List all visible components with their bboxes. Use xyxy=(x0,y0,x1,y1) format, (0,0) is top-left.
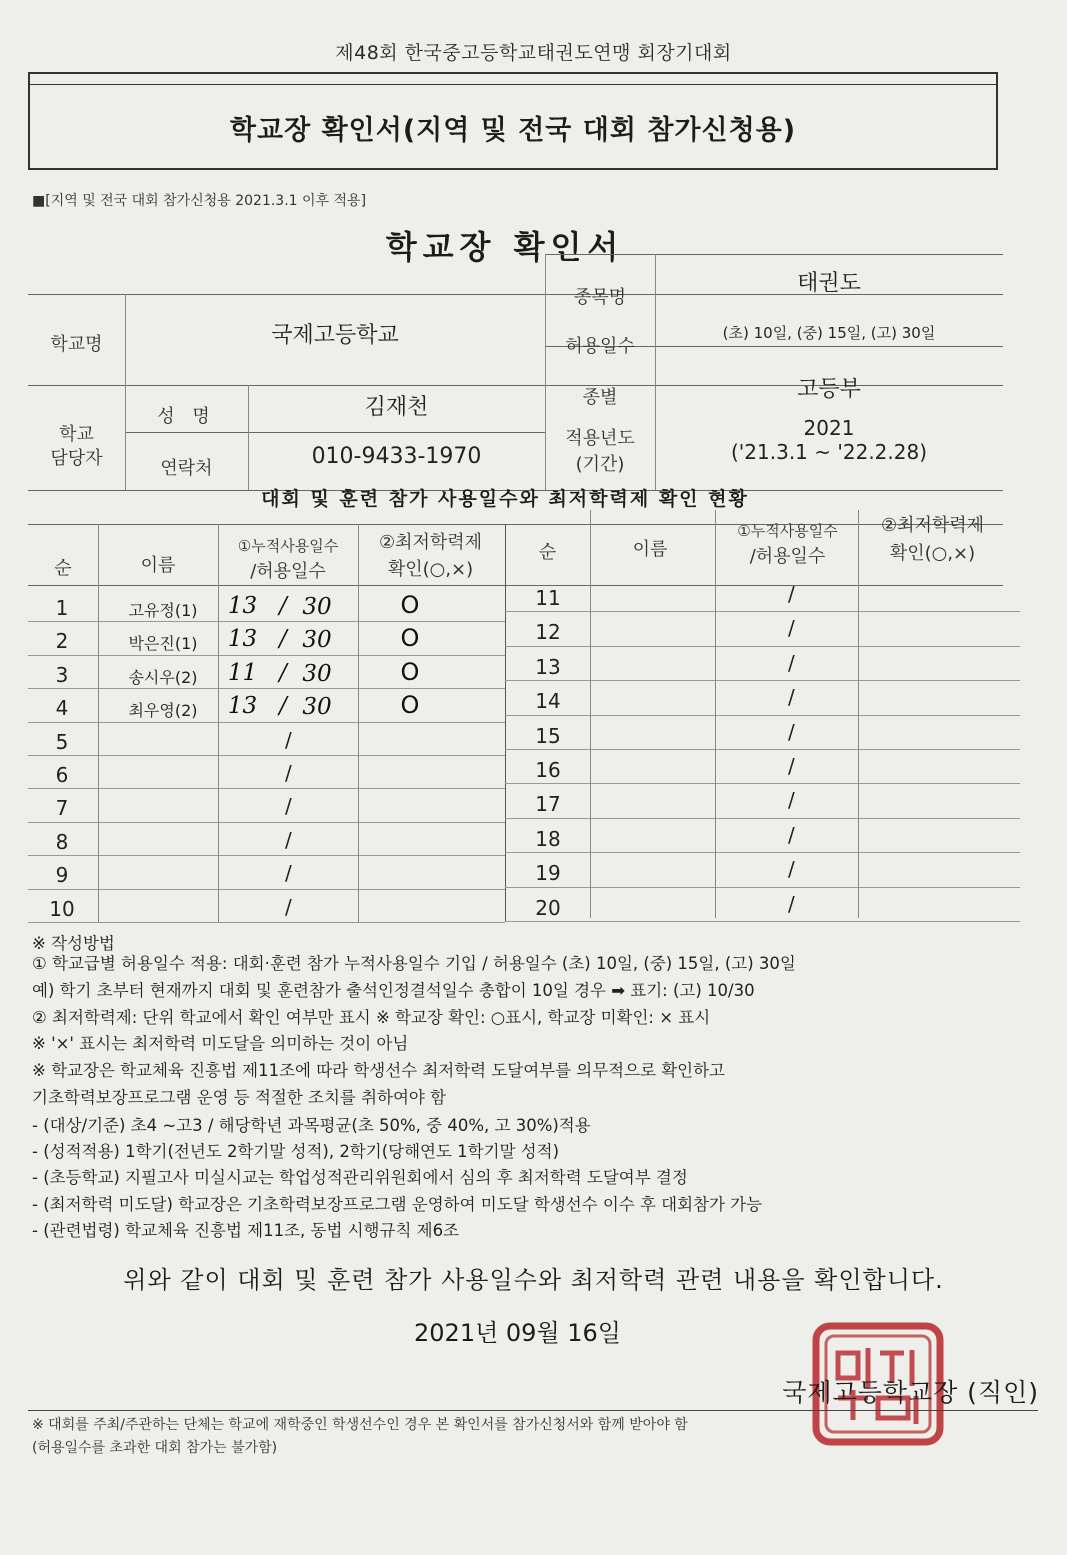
column-divider xyxy=(218,524,219,922)
instruction-line: ① 학교급별 허용일수 적용: 대회·훈련 참가 누적사용일수 기입 / 허용일수 (초) 10일, (중) 15일, (고) 30일 xyxy=(32,954,796,973)
contact-label: 연락처 xyxy=(160,458,213,479)
row-divider xyxy=(505,783,1020,784)
min-achievement-check: O xyxy=(400,624,420,653)
col-no-right: 순 xyxy=(538,542,557,563)
row-number: 9 xyxy=(55,863,69,888)
days-separator: / xyxy=(788,891,795,916)
instruction-line: ※ 학교장은 학교체육 진흥법 제11조에 따라 학생선수 최저학력 도달여부를 의무적으로 확인하고 xyxy=(32,1061,725,1080)
event-label: 종목명 xyxy=(573,287,627,308)
days-separator: / xyxy=(788,754,795,778)
rule-line xyxy=(505,524,506,922)
days-separator: / xyxy=(788,650,795,675)
allowed-days: 30 xyxy=(302,594,332,620)
row-number: 10 xyxy=(49,896,75,921)
allowed-days-value: (초) 10일, (중) 15일, (고) 30일 xyxy=(722,324,936,342)
used-days: 13 xyxy=(227,693,258,720)
division-value: 고등부 xyxy=(797,377,861,402)
footer-note xyxy=(32,1414,1042,1457)
row-divider xyxy=(28,722,505,723)
col-name-left: 이름 xyxy=(140,555,176,576)
days-separator: / xyxy=(788,582,795,606)
col-days-left-2: /허용일수 xyxy=(250,561,326,582)
row-divider xyxy=(505,715,1020,716)
used-days: 13 xyxy=(227,593,258,619)
col-check-right-2: 확인(○,×) xyxy=(889,543,976,564)
year-value-2: ('21.3.1 ~ '22.2.28) xyxy=(730,440,928,464)
row-number: 12 xyxy=(535,620,561,645)
row-divider xyxy=(28,655,505,656)
days-separator: / xyxy=(285,727,292,752)
name-value: 김재천 xyxy=(364,395,429,420)
event-title: 제48회 한국중고등학교태권도연맹 회장기대회 xyxy=(335,42,732,64)
row-number: 1 xyxy=(55,596,69,620)
days-separator: / xyxy=(788,616,795,641)
allowed-days: 30 xyxy=(302,627,332,654)
instruction-line: - (대상/기준) 초4 ~고3 / 해당학년 과목평균(초 50%, 중 40%, 고 30%)적용 xyxy=(32,1116,591,1135)
row-number: 3 xyxy=(55,662,69,687)
days-separator: / xyxy=(788,822,795,847)
instruction-line: 예) 학기 초부터 현재까지 대회 및 훈련참가 출석인정결석일수 총합이 10일 경우 ➡ 표기: (고) 10/30 xyxy=(32,981,755,1000)
footer-note-line-2: (허용일수를 초과한 대회 참가는 불가함) xyxy=(32,1440,278,1456)
row-divider xyxy=(28,889,505,890)
days-separator: / xyxy=(279,659,287,686)
min-achievement-check: O xyxy=(400,657,420,686)
confirmation-statement: 위와 같이 대회 및 훈련 참가 사용일수와 최저학력 관련 내용을 확인합니다. xyxy=(123,1266,944,1294)
row-divider xyxy=(505,646,1020,647)
row-number: 20 xyxy=(535,895,561,920)
contact-value: 010-9433-1970 xyxy=(311,444,482,469)
student-name: 고유정(1) xyxy=(128,601,198,620)
header-box xyxy=(28,72,998,170)
row-divider xyxy=(505,921,1020,922)
instruction-line: ※ '×' 표시는 최저학력 미도달을 의미하는 것이 아님 xyxy=(32,1034,409,1053)
column-divider xyxy=(858,510,859,918)
days-separator: / xyxy=(788,788,795,813)
instructions-heading: ※ 작성방법 xyxy=(32,934,115,953)
rule-line xyxy=(28,585,1003,586)
rule-line xyxy=(28,1410,1038,1411)
instruction-line: ② 최저학력제: 단위 학교에서 확인 여부만 표시 ※ 학교장 확인: ○표시, 학교장 미확인: × 표시 xyxy=(32,1008,711,1027)
days-separator: / xyxy=(285,827,292,852)
event-value: 태권도 xyxy=(797,271,861,296)
allowed-days-label: 허용일수 xyxy=(565,336,635,357)
days-separator: / xyxy=(788,857,795,882)
row-divider xyxy=(505,887,1020,888)
staff-label-2: 담당자 xyxy=(50,448,103,469)
row-divider xyxy=(505,611,1020,612)
col-check-left-2: 확인(○,×) xyxy=(387,559,474,580)
row-divider xyxy=(28,788,505,789)
row-divider xyxy=(28,855,505,856)
column-divider xyxy=(98,524,99,922)
row-number: 17 xyxy=(535,792,561,817)
document-title: 학교장 확인서 xyxy=(385,228,625,266)
row-divider xyxy=(505,749,1020,750)
rule-line xyxy=(125,432,545,433)
days-separator: / xyxy=(285,761,292,785)
year-label-2: (기간) xyxy=(575,454,625,475)
header-title: 학교장 확인서(지역 및 전국 대회 참가신청용) xyxy=(229,115,797,146)
used-days: 13 xyxy=(227,626,258,653)
allowed-days: 30 xyxy=(302,694,332,721)
staff-label-1: 학교 xyxy=(59,424,94,445)
school-value: 국제고등학교 xyxy=(271,323,399,348)
row-divider xyxy=(28,822,505,823)
row-number: 8 xyxy=(55,829,69,854)
row-divider xyxy=(28,688,505,689)
row-divider xyxy=(505,852,1020,853)
used-days: 11 xyxy=(227,659,258,686)
days-separator: / xyxy=(279,693,287,720)
division-label: 종별 xyxy=(582,387,618,408)
student-name: 박은진(1) xyxy=(128,634,198,654)
col-name-right: 이름 xyxy=(632,539,668,560)
min-achievement-check: O xyxy=(400,691,420,720)
column-divider xyxy=(590,510,591,918)
header-box-bar xyxy=(30,74,996,85)
instruction-line: - (최저학력 미도달) 학교장은 기초학력보장프로그램 운영하여 미도달 학생선수 이수 후 대회참가 가능 xyxy=(32,1195,763,1214)
row-number: 15 xyxy=(535,723,561,748)
row-number: 16 xyxy=(535,758,561,782)
days-separator: / xyxy=(788,719,795,744)
days-separator: / xyxy=(279,626,287,653)
applicability-note: ■[지역 및 전국 대회 참가신청용 2021.3.1 이후 적용] xyxy=(32,193,367,209)
student-name: 최우영(2) xyxy=(128,701,198,721)
row-number: 6 xyxy=(55,763,69,787)
instruction-line: - (관련법령) 학교체육 진흥법 제11조, 동법 시행규칙 제6조 xyxy=(32,1221,459,1240)
row-divider xyxy=(28,621,505,622)
days-separator: / xyxy=(285,894,292,919)
issue-date: 2021년 09월 16일 xyxy=(414,1319,621,1347)
footer-note-line-1: ※ 대회를 주최/주관하는 단체는 학교에 재학중인 학생선수인 경우 본 확인서를 참가신청서와 함께 받아야 함 xyxy=(32,1417,688,1433)
col-days-right-1: ①누적사용일수 xyxy=(737,522,838,540)
school-label: 학교명 xyxy=(50,334,103,355)
instruction-line: - (초등학교) 지필고사 미실시교는 학업성적관리위원회에서 심의 후 최저학력 도달여부 결정 xyxy=(32,1168,688,1187)
row-number: 14 xyxy=(535,689,561,714)
row-divider xyxy=(28,922,505,923)
table-title: 대회 및 훈련 참가 사용일수와 최저학력제 확인 현황 xyxy=(261,488,749,510)
column-divider xyxy=(715,510,716,918)
year-value-1: 2021 xyxy=(803,416,855,440)
name-label: 성 명 xyxy=(157,406,216,427)
allowed-days: 30 xyxy=(302,660,332,687)
col-no-left: 순 xyxy=(54,558,72,579)
col-days-left-1: ①누적사용일수 xyxy=(237,537,339,555)
column-divider xyxy=(358,524,359,922)
student-name: 송시우(2) xyxy=(128,667,198,687)
days-separator: / xyxy=(285,861,292,886)
row-divider xyxy=(505,818,1020,819)
days-separator: / xyxy=(279,593,287,619)
row-number: 18 xyxy=(535,826,561,851)
col-check-left-1: ②최저학력제 xyxy=(378,532,483,553)
row-number: 5 xyxy=(55,729,69,754)
row-number: 19 xyxy=(535,861,561,886)
rule-line xyxy=(545,254,1003,255)
row-number: 11 xyxy=(535,586,561,610)
row-number: 2 xyxy=(55,629,69,654)
principal-signature-line: 국제고등학교장 (직인) xyxy=(782,1378,1039,1407)
row-number: 4 xyxy=(55,696,69,721)
year-label-1: 적용년도 xyxy=(565,428,635,449)
instruction-line: 기초학력보장프로그램 운영 등 적절한 조치를 취하여야 함 xyxy=(32,1088,447,1107)
col-check-right-1: ②최저학력제 xyxy=(880,515,985,536)
row-divider xyxy=(28,755,505,756)
instruction-line: - (성적적용) 1학기(전년도 2학기말 성적), 2학기(당해연도 1학기말 성적) xyxy=(32,1142,560,1161)
days-separator: / xyxy=(285,794,292,819)
row-divider xyxy=(505,680,1020,681)
row-number: 7 xyxy=(55,796,69,821)
min-achievement-check: O xyxy=(400,591,420,619)
days-separator: / xyxy=(788,685,795,710)
col-days-right-2: /허용일수 xyxy=(749,546,826,567)
row-number: 13 xyxy=(535,654,561,679)
